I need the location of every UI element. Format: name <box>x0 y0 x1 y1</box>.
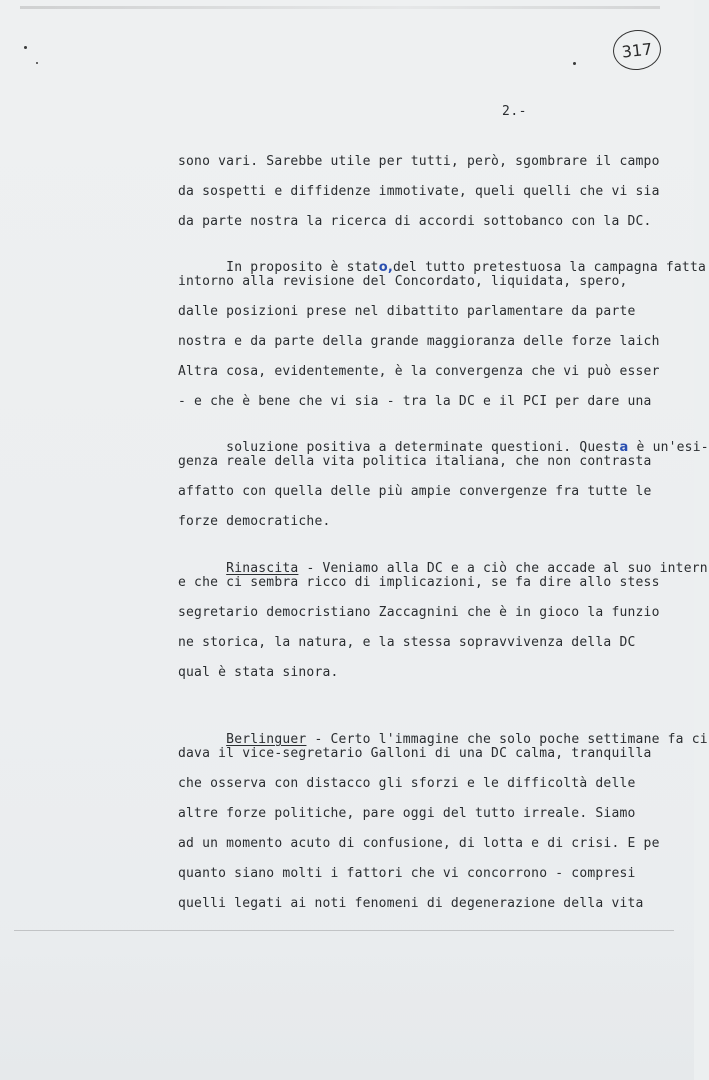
text-fragment: - Veniamo alla DC e a ciò che accade al suo intern <box>298 561 708 576</box>
ink-speck <box>24 46 27 49</box>
text-fragment: è un'esi- <box>628 440 709 455</box>
text-fragment: Quest <box>579 440 620 455</box>
text-line: altre forze politiche, pare oggi del tutto irreale. Siamo <box>178 806 636 821</box>
text-line: affatto con quella delle più ampie convergenze fra tutte le <box>178 484 652 499</box>
text-fragment: soluzione positiva a determinate questioni. <box>226 440 580 455</box>
text-line: dava il vice-segretario Galloni di una DC calma, tranquilla <box>178 746 652 761</box>
text-line: quanto siano molti i fattori che vi concorrono - compresi <box>178 866 636 881</box>
text-fragment: In proposito è stat <box>226 260 379 275</box>
ink-speck <box>36 62 38 64</box>
text-line: ad un momento acuto di confusione, di lotta e di crisi. E pe <box>178 836 660 851</box>
text-line: qual è stata sinora. <box>178 665 339 680</box>
text-fragment: del tutto pretestuosa la campagna fatta <box>392 260 707 275</box>
text-line: forze democratiche. <box>178 514 331 529</box>
text-line: dalle posizioni prese nel dibattito parlamentare da parte <box>178 304 636 319</box>
text-line: ne storica, la natura, e la stessa sopravvivenza della DC <box>178 635 636 650</box>
scan-shadow <box>0 930 694 1080</box>
text-line: Altra cosa, evidentemente, è la convergenza che vi può esser <box>178 364 660 379</box>
text-line <box>178 716 708 747</box>
text-line: segretario democristiano Zaccagnini che è in gioco la funzio <box>178 605 660 620</box>
handwritten-correction: a <box>619 440 629 455</box>
text-line: intorno alla revisione del Concordato, liquidata, spero, <box>178 274 628 289</box>
text-line: genza reale della vita politica italiana, che non contrasta <box>178 454 652 469</box>
text-line: che osserva con distacco gli sforzi e le difficoltà delle <box>178 776 636 791</box>
text-line: sono vari. Sarebbe utile per tutti, però, sgombrare il campo <box>178 154 660 169</box>
text-line: nostra e da parte della grande maggioranza delle forze laich <box>178 334 660 349</box>
text-line: quelli legati ai noti fenomeni di degenerazione della vita <box>178 896 644 911</box>
text-fragment: - Certo l'immagine che solo poche settimane fa ci <box>306 732 708 747</box>
text-line: da parte nostra la ricerca di accordi sottobanco con la DC. <box>178 214 652 229</box>
handwritten-correction: o, <box>378 260 393 275</box>
page-number: 2.- <box>502 104 527 119</box>
speaker-label: Rinascita <box>226 561 299 576</box>
ink-speck <box>573 62 576 65</box>
text-line: - e che è bene che vi sia - tra la DC e il PCI per dare una <box>178 394 652 409</box>
speaker-label: Berlinguer <box>226 732 307 747</box>
text-line <box>178 244 707 275</box>
text-line <box>178 545 708 576</box>
text-line: e che ci sembra ricco di implicazioni, se fa dire allo stess <box>178 575 660 590</box>
page-top-edge <box>20 6 660 9</box>
page-fold-line <box>14 930 674 931</box>
text-line <box>178 424 709 455</box>
archive-page-stamp: 317 <box>611 28 663 73</box>
text-line: da sospetti e diffidenze immotivate, queli quelli che vi sia <box>178 184 660 199</box>
